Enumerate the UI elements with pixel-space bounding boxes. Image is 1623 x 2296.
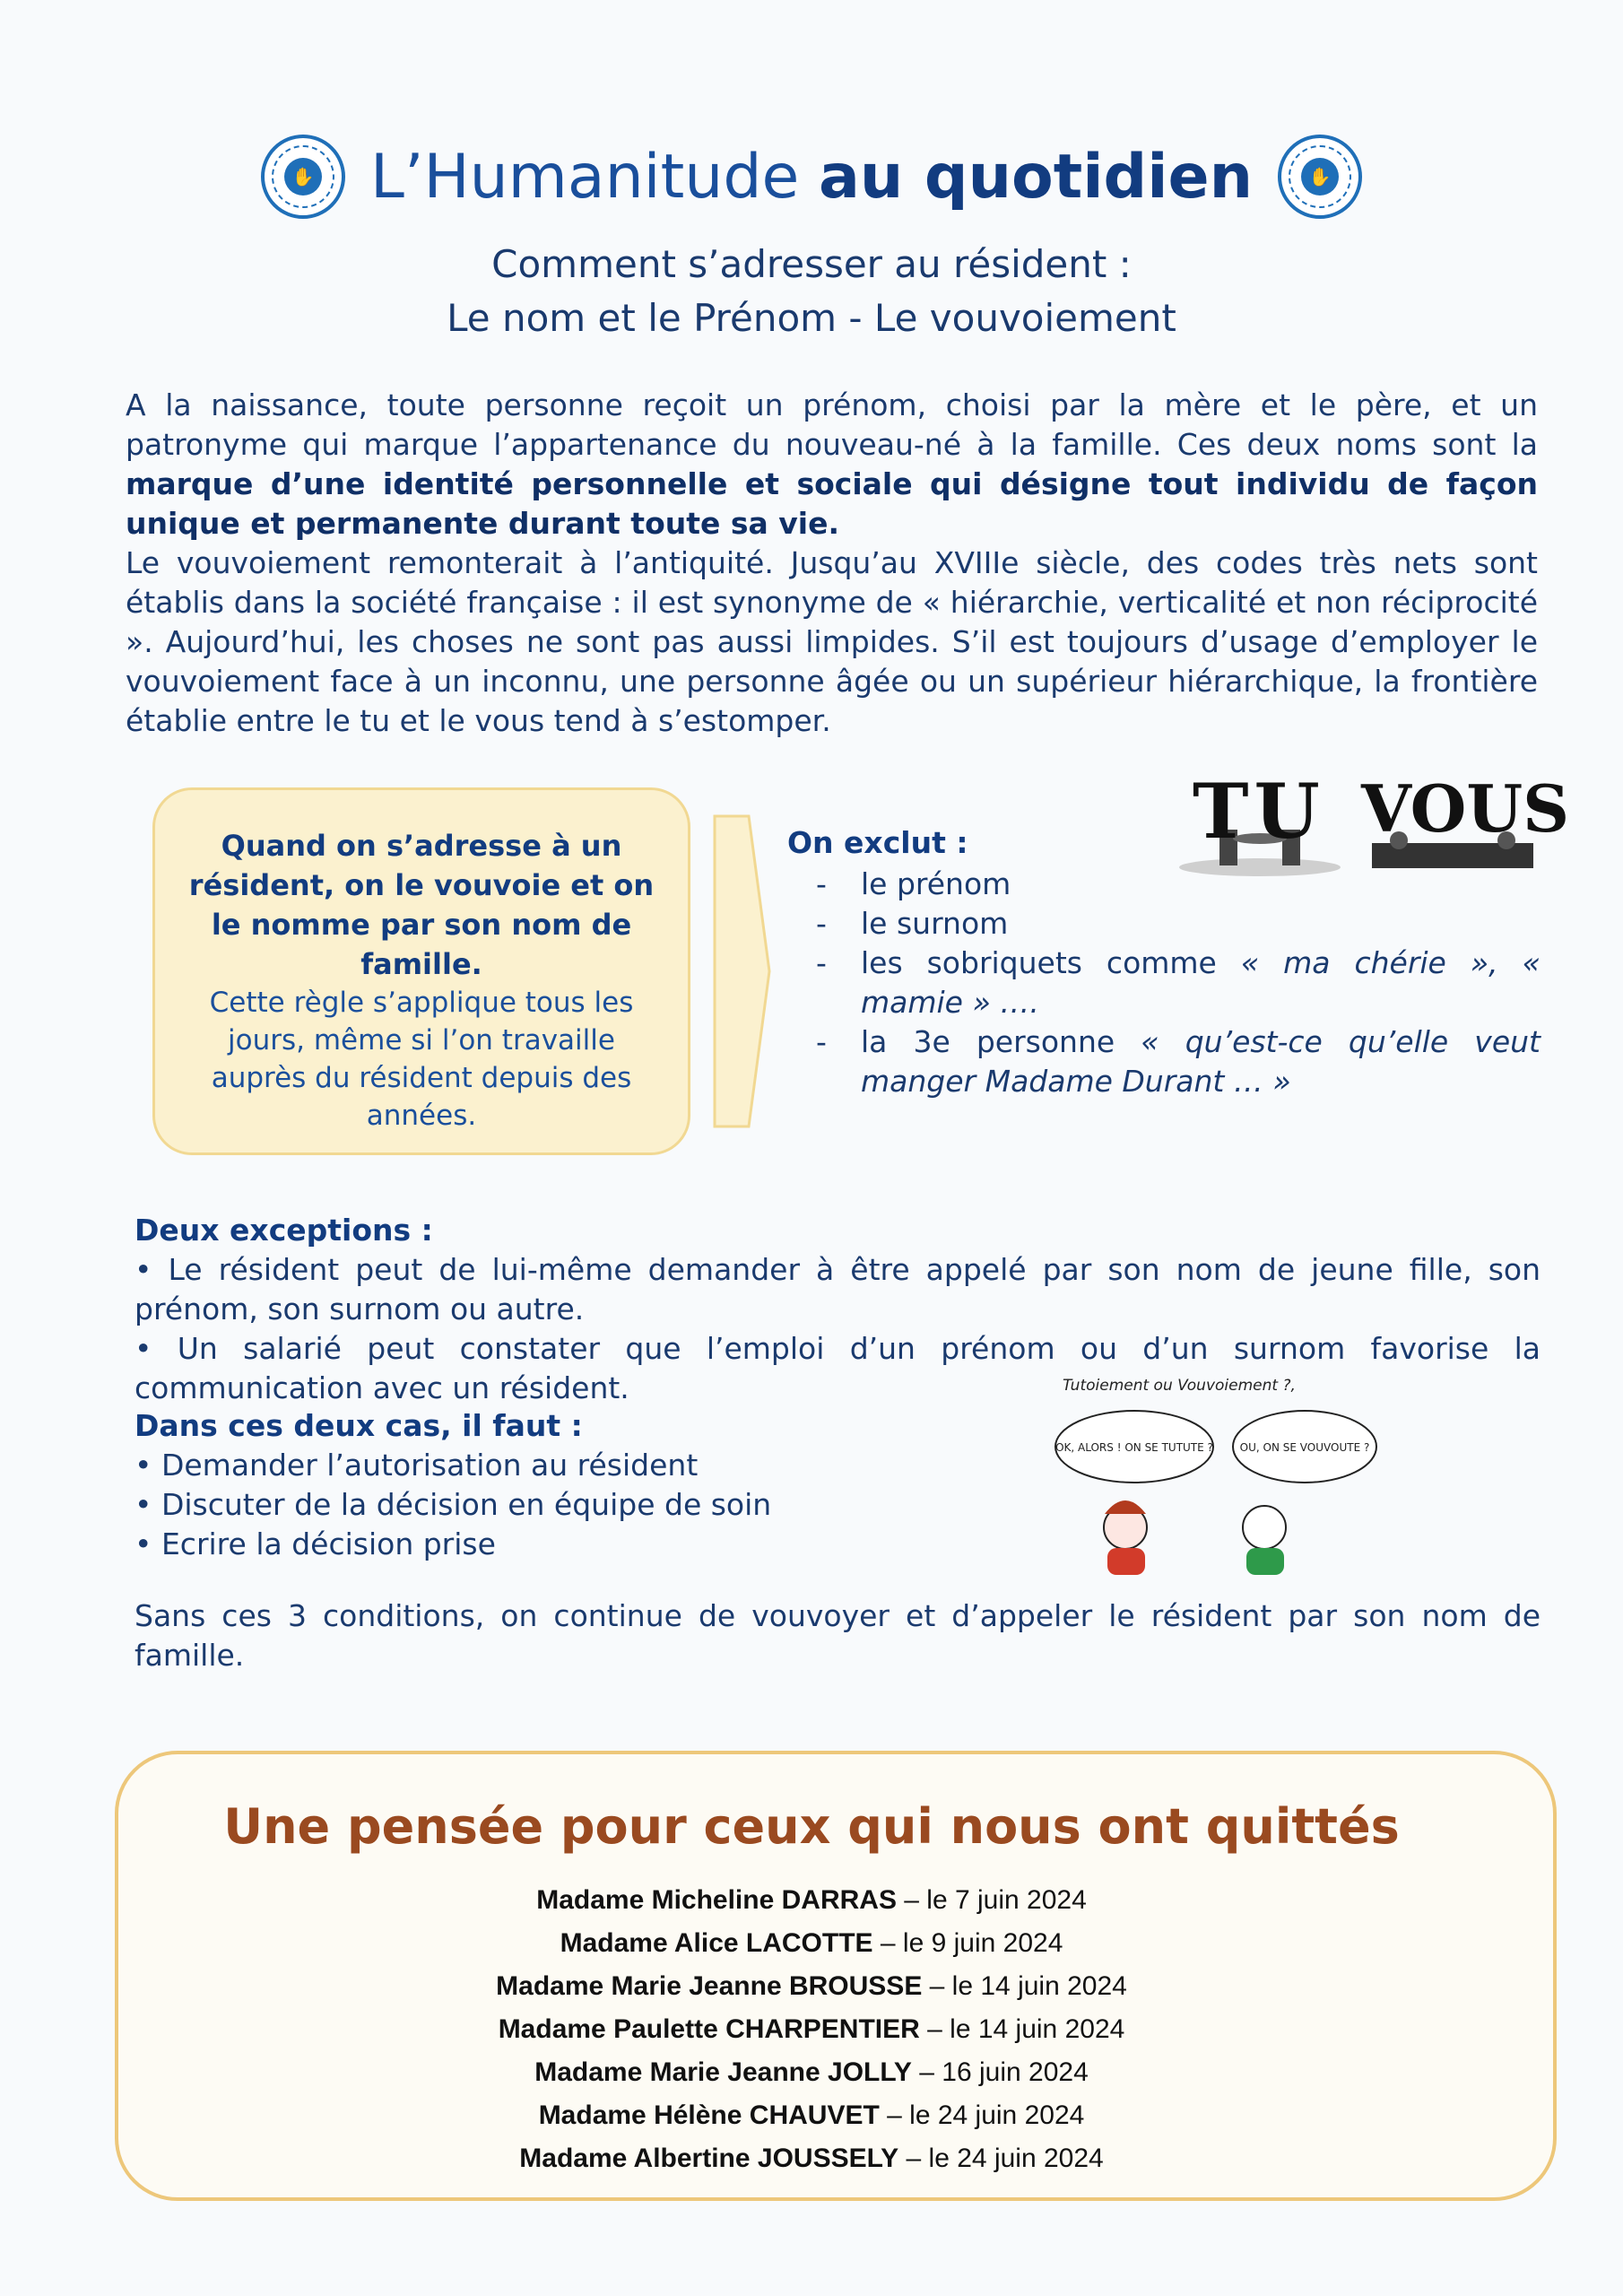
entry-date: – le 7 juin 2024 <box>896 1885 1087 1915</box>
callout-bold-text: Quand on s’adresse à un résident, on le vouvoie et on le nomme par son nom de famille. <box>188 829 655 981</box>
bubble-right-text: OU, ON SE VOUVOUTE ? <box>1239 1441 1370 1454</box>
list-item <box>0 2094 1623 2137</box>
entry-name: Madame Marie Jeanne JOLLY <box>534 2057 912 2087</box>
intro-p1-bold: marque d’une identité personnelle et sociale qui désigne tout individu de façon unique et permanente durant toute sa vie. <box>126 466 1538 541</box>
list-item <box>787 1022 1541 1101</box>
conditions-heading: Dans ces deux cas, il faut : <box>135 1408 583 1443</box>
entry-date: – le 24 juin 2024 <box>898 2144 1104 2173</box>
exception-bullet: • Le résident peut de lui-même demander à être appelé par son nom de jeune fille, son prénom, son surnom ou autre. <box>135 1252 1541 1326</box>
list-item <box>0 2008 1623 2051</box>
list-item <box>787 944 1541 1022</box>
list-item <box>787 904 1541 944</box>
intro-paragraph-1 <box>126 386 1538 544</box>
cartoon-caption: Tutoiement ou Vouvoiement ?, <box>1063 1377 1296 1395</box>
intro-paragraph-2: Le vouvoiement remonterait à l’antiquité. Jusqu’au XVIIIe siècle, des codes très nets sont établis dans la société française : il est synonyme de « hiérarchie, verticalité et non réciprocité ». Aujourd’hui, les choses ne sont pas aussi limpides. S’il est toujours d’usage d’employer le vouvoiement face à un inconnu, une personne âgée ou un supérieur hiérarchique, la frontière établie entre le tu et le vous tend à s’estomper. <box>126 545 1538 738</box>
intro-text <box>126 386 1538 741</box>
entry-date: – 16 juin 2024 <box>911 2057 1089 2087</box>
humanitude-seal-right-logo <box>1278 135 1362 219</box>
condition-item: • Ecrire la décision prise <box>135 1526 496 1561</box>
entry-name: Madame Micheline DARRAS <box>536 1885 897 1915</box>
list-item <box>0 1922 1623 1965</box>
entry-date: – le 14 juin 2024 <box>922 1971 1127 2001</box>
item-italic: « qu’est-ce qu’elle veut manger Madame Durant … » <box>861 1024 1541 1099</box>
item-text: les sobriquets comme <box>861 945 1241 980</box>
tu-label: TU <box>1193 767 1325 856</box>
callout-text: Cette règle s’applique tous les jours, même si l’on travaille auprès du résident depuis des années. <box>209 987 634 1132</box>
condition-item: • Demander l’autorisation au résident <box>135 1448 699 1483</box>
list-item <box>0 1879 1623 1922</box>
hand-icon: ✋ <box>284 158 322 196</box>
title-row <box>0 135 1623 219</box>
cartoon-illustration <box>1049 1370 1390 1590</box>
item-italic: « ma chérie », « mamie » …. <box>861 945 1541 1020</box>
conditions-section <box>135 1406 852 1564</box>
hand-icon: ✋ <box>1301 158 1339 196</box>
entry-name: Madame Albertine JOUSSELY <box>519 2144 899 2173</box>
subtitle-line2: Le nom et le Prénom - Le vouvoiement <box>447 296 1176 340</box>
entry-name: Madame Alice LACOTTE <box>560 1928 873 1958</box>
entry-name: Madame Hélène CHAUVET <box>538 2100 880 2130</box>
memorial-list <box>0 1879 1623 2180</box>
subtitle-line1: Comment s’adresser au résident : <box>491 242 1132 286</box>
item-text: le surnom <box>861 906 1009 941</box>
entry-name: Madame Marie Jeanne BROUSSE <box>496 1971 923 2001</box>
item-text: le prénom <box>861 866 1011 901</box>
bubble-left-text: OK, ALORS ! ON SE TUTUTE ? <box>1055 1441 1213 1454</box>
memorial-title: Une pensée pour ceux qui nous ont quittés <box>223 1798 1400 1855</box>
entry-date: – le 9 juin 2024 <box>872 1928 1063 1958</box>
list-item <box>0 2137 1623 2180</box>
exceptions-heading: Deux exceptions : <box>135 1213 433 1248</box>
entry-date: – le 14 juin 2024 <box>919 2014 1125 2044</box>
closing-text: Sans ces 3 conditions, on continue de vouvoyer et d’appeler le résident par son nom de famille. <box>135 1598 1541 1673</box>
condition-item: • Discuter de la décision en équipe de soin <box>135 1487 772 1522</box>
title-light: L’Humanitude <box>369 141 800 213</box>
rule-callout <box>152 787 690 1155</box>
item-text: la 3e personne <box>861 1024 1141 1059</box>
intro-p1-start: A la naissance, toute personne reçoit un prénom, choisi par la mère et le père, et un patronyme qui marque l’appartenance du nouveau-né à la famille. Ces deux noms sont la <box>126 387 1538 462</box>
exception-bullet: • Un salarié peut constater que l’emploi d’un prénom ou d’un surnom favorise la communication avec un résident. <box>135 1331 1541 1405</box>
page-title <box>370 142 1253 213</box>
chevron-right-icon <box>713 814 771 1128</box>
humanitude-seal-left-logo <box>261 135 345 219</box>
title-bold: au quotidien <box>818 141 1254 213</box>
entry-date: – le 24 juin 2024 <box>879 2100 1085 2130</box>
list-item <box>0 1965 1623 2008</box>
vous-label: VOUS <box>1361 770 1570 847</box>
entry-name: Madame Paulette CHARPENTIER <box>498 2014 920 2044</box>
list-item <box>0 2051 1623 2094</box>
exclusion-heading: On exclut : <box>787 825 968 860</box>
tu-vous-illustration <box>1175 767 1570 883</box>
